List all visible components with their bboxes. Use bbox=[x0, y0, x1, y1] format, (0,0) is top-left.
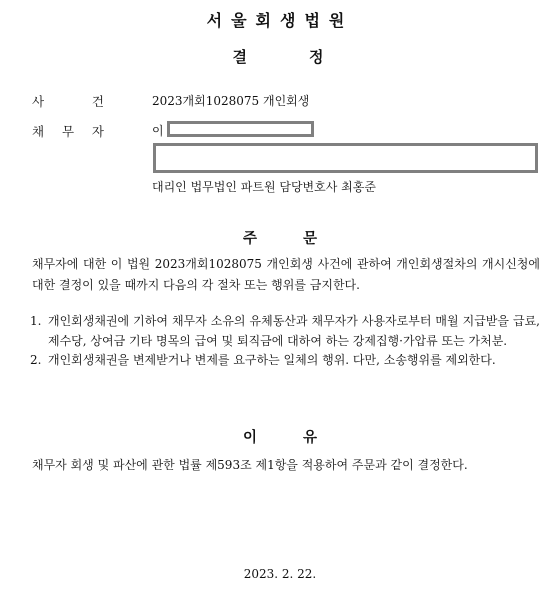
debtor-label-char: 채 bbox=[32, 124, 45, 139]
document-kind-title: 결정 bbox=[232, 48, 386, 66]
case-label bbox=[32, 92, 104, 110]
order-intro: 채무자에 대한 이 법원 2023개회1028075 개인회생 사건에 관하여 개인회생절차의 개시신청에 대한 결정이 있을 때까지 다음의 각 절차 또는 행위를 금지한다. bbox=[32, 257, 540, 292]
redacted-address-box bbox=[153, 143, 538, 173]
order-item bbox=[30, 312, 540, 351]
court-name: 서울회생법원 bbox=[206, 11, 354, 30]
order-heading: 주문 bbox=[242, 230, 363, 247]
case-number: 2023개회1028075 개인회생 bbox=[152, 94, 310, 108]
case-label-char: 건 bbox=[91, 94, 104, 109]
order-item-number: 1. bbox=[30, 314, 42, 328]
decision-date: 2023. 2. 22. bbox=[243, 567, 317, 581]
debtor-label bbox=[32, 122, 104, 140]
case-label-char: 사 bbox=[32, 94, 45, 109]
reason-heading: 이유 bbox=[242, 429, 363, 446]
order-item-text: 개인회생채권에 기하여 채무자 소유의 유체동산과 채무자가 사용자로부터 매월 지급받을 급료, 제수당, 상여금 기타 명목의 급여 및 퇴직금에 대하여 하는 강제집행·가압류 또는 가처분. bbox=[48, 314, 540, 348]
order-item bbox=[30, 351, 540, 371]
order-item-text: 개인회생채권을 변제받거나 변제를 요구하는 일체의 행위. 다만, 소송행위를 제외한다. bbox=[48, 353, 496, 367]
order-item-number: 2. bbox=[30, 353, 42, 367]
debtor-name-visible: 이 bbox=[152, 124, 164, 138]
representative-line: 대리인 법무법인 파트원 담당변호사 최홍준 bbox=[152, 180, 376, 194]
redacted-name-box bbox=[167, 121, 314, 137]
reason-text: 채무자 회생 및 파산에 관한 법률 제593조 제1항을 적용하여 주문과 같이 결정한다. bbox=[32, 458, 468, 472]
debtor-label-char: 자 bbox=[91, 124, 104, 139]
order-items-list bbox=[30, 312, 540, 371]
debtor-label-char: 무 bbox=[61, 124, 75, 139]
